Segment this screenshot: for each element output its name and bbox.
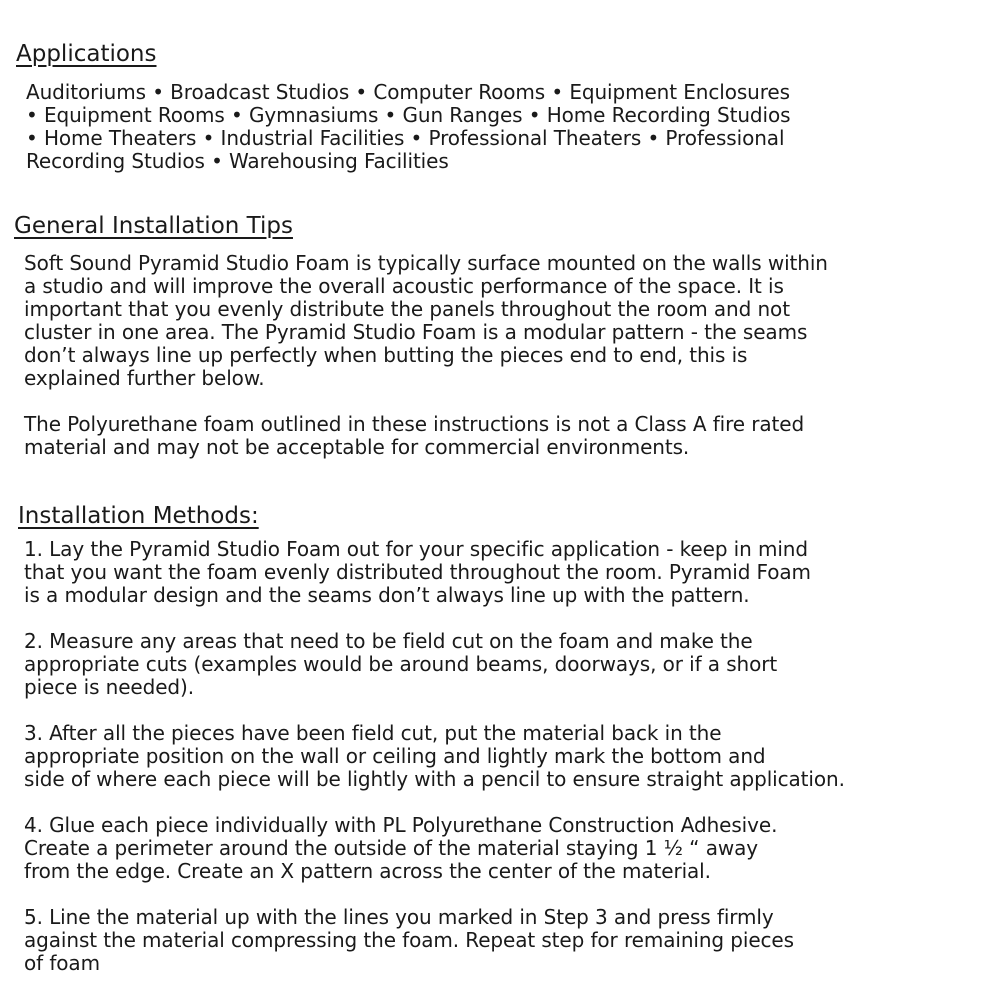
installation-step-3: 3. After all the pieces have been field cut, put the material back in the appropriate position on the wall or ceiling and lightly mark the bottom and side of where each piece will be lightly with a pencil to ensure straight application. [24,721,845,791]
installation-step-4: 4. Glue each piece individually with PL Polyurethane Construction Adhesive. Create a perimeter around the outside of the material staying 1 ½ “ away from the edge. Create an X pattern across the center of the material. [24,813,778,883]
installation-tips-paragraph-1: Soft Sound Pyramid Studio Foam is typically surface mounted on the walls within a studio and will improve the overall acoustic performance of the space. It is important that you evenly distribute the panels throughout the room and not cluster in one area. The Pyramid Studio Foam is a modular pattern - the seams don’t always line up perfectly when butting the pieces end to end, this is explained further below. [24,251,828,390]
applications-heading: Applications [16,41,157,67]
installation-tips-heading: General Installation Tips [14,213,293,239]
installation-tips-paragraph-2: The Polyurethane foam outlined in these instructions is not a Class A fire rated material and may not be acceptable for commercial environments. [24,412,805,459]
installation-step-5: 5. Line the material up with the lines you marked in Step 3 and press firmly against the material compressing the foam. Repeat step for remaining pieces of foam [24,905,794,975]
installation-step-2: 2. Measure any areas that need to be field cut on the foam and make the appropriate cuts (examples would be around beams, doorways, or if a short piece is needed). [24,629,778,699]
installation-methods-heading: Installation Methods: [18,503,259,529]
installation-step-1: 1. Lay the Pyramid Studio Foam out for your specific application - keep in mind that you want the foam evenly distributed throughout the room. Pyramid Foam is a modular design and the seams don’t always line up with the pattern. [24,537,811,607]
applications-list: Auditoriums • Broadcast Studios • Computer Rooms • Equipment Enclosures • Equipment Rooms • Gymnasiums • Gun Ranges • Home Recording Studios • Home Theaters • Industrial Facilities • Professional Theaters • Professional Recording Studios • Warehousing Facilities [26,80,791,173]
